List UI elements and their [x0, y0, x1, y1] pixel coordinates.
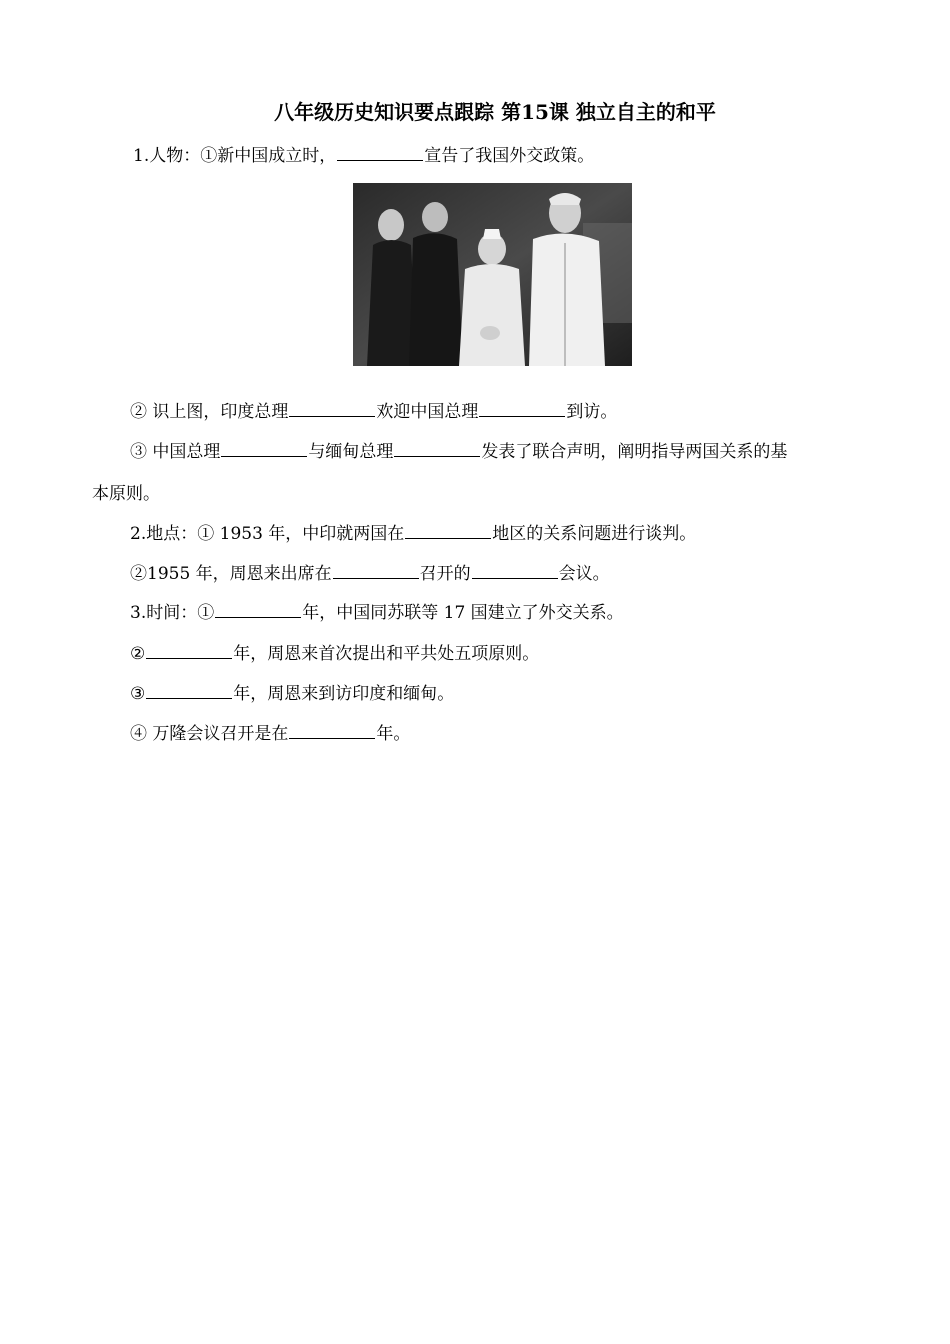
q3-blank-3[interactable] [146, 680, 232, 699]
q1-blank-3[interactable] [479, 398, 565, 417]
q3-line1-text-b: 年，中国同苏联等 17 国建立了外交关系。 [302, 603, 624, 623]
q2-blank-1[interactable] [405, 520, 491, 539]
q1-line3-text-b: 与缅甸总理 [308, 442, 394, 462]
q1-line3-text-a: ③ 中国总理 [130, 442, 221, 462]
q3-line4 [130, 720, 410, 746]
q3-line1 [130, 599, 624, 625]
q3-line3-text-b: 年，周恩来到访印度和缅甸。 [233, 684, 455, 704]
q3-line2 [130, 640, 539, 666]
historical-photo [353, 183, 632, 366]
q2-line2-text-b: 召开的 [419, 564, 471, 584]
q3-line3 [130, 680, 454, 706]
q1-line3-text-c: 发表了联合声明，阐明指导两国关系的基 [481, 442, 788, 462]
q1-blank-2[interactable] [289, 398, 375, 417]
q3-line2-text-a: ② [130, 644, 146, 664]
q1-line2-text-c: 到访。 [566, 402, 618, 422]
q3-line1-text-a: 3.时间：① [130, 603, 215, 623]
q1-line2 [130, 398, 617, 424]
q3-line3-text-a: ③ [130, 684, 146, 704]
q1-blank-5[interactable] [394, 438, 480, 457]
q1-line2-text-b: 欢迎中国总理 [376, 402, 479, 422]
q2-line1 [130, 520, 696, 546]
q1-line3 [130, 438, 787, 464]
q1-line4-text: 本原则。 [92, 484, 160, 504]
q3-line2-text-b: 年，周恩来首次提出和平共处五项原则。 [233, 644, 540, 664]
q2-blank-2[interactable] [333, 560, 419, 579]
q3-line4-text-b: 年。 [376, 724, 411, 744]
q2-line2-text-a: ②1955 年，周恩来出席在 [130, 564, 332, 584]
q1-line4 [92, 482, 160, 506]
q2-line2-text-c: 会议。 [558, 564, 610, 584]
q2-line1-text-b: 地区的关系问题进行谈判。 [492, 524, 697, 544]
q1-line2-text-a: ② 识上图，印度总理 [130, 402, 289, 422]
q3-blank-2[interactable] [146, 640, 232, 659]
q2-blank-3[interactable] [472, 560, 558, 579]
q3-blank-4[interactable] [289, 720, 375, 739]
q1-line1 [133, 142, 594, 168]
q3-blank-1[interactable] [215, 599, 301, 618]
q1-line1-text-a: 1.人物：①新中国成立时， [133, 146, 337, 166]
q1-blank-1[interactable] [337, 142, 423, 161]
q1-line1-text-b: 宣告了我国外交政策。 [424, 146, 595, 166]
q2-line1-text-a: 2.地点：① 1953 年，中印就两国在 [130, 524, 405, 544]
q3-line4-text-a: ④ 万隆会议召开是在 [130, 724, 289, 744]
document-title: 八年级历史知识要点跟踪 第15课 独立自主的和平 [274, 100, 716, 124]
q1-blank-4[interactable] [221, 438, 307, 457]
q2-line2 [130, 560, 610, 586]
